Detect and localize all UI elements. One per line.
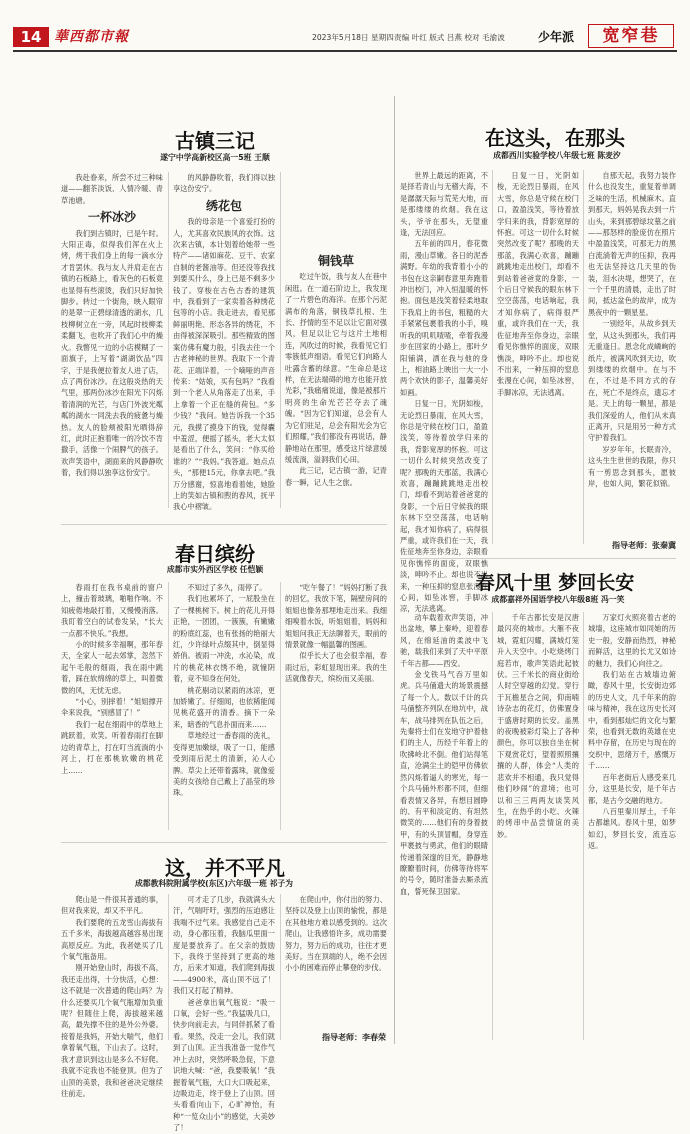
paragraph: 我们也累坏了，一屁股坐在了一棵桃树下。树上的花儿开得正艳，一团团，一簇簇，有嫩嫩的粉底红蕊，也有张扬的艳丽大红，少许绿叶点缀其中，倒显得娇俏。被雨一冲洗，水沁染，成片的桃花林衣绣不绝，就憧阴着，竞不知身在何处。	[173, 594, 275, 684]
article-author: 成都市实外西区学校 任恺颖	[166, 565, 264, 574]
paragraph: 金戈铁马气吞万里如虎。兵马俑遗大的场景震撼了每一个人。数以千计的兵马俑整齐列队在地坑中，战车，战马排列在队伍之后，先秦将士们在发地守护着他们的主人，历经千年着上的吹拂岭北不倒。他们站得笔直，沧满尘土的铠甲仿佛依然闪烁着逼人的寒光，每一个兵马俑外形都不同，但细看表情又各异，有想目圆睁的、有平和淡定的、有坦然微笑的……他们有的身着披甲，有的头顶冒帽，身穿连甲裹披与勇武，他们的眼睛传递着深邃的目光，静静地瞭瞭着时间，仿佛等待将军的号令，随时准备去厮杀流血，誓死保卫国家。	[400, 670, 488, 896]
teacher-credit: 指导老师：张秦冀	[608, 540, 676, 551]
article-column	[285, 894, 387, 1030]
article-column	[61, 172, 163, 512]
paragraph: 千年古都长安是汉唐最闪亮的城市。大雁不夜城，霓虹闪耀，满城灯笼升入天空中。小吃烧烤门庭若市，歌声笑语此起彼伏。三千米长的商业街给人时空穿越的幻觉。穿行于瓦檐星合之间，仰南喃诗杂志的花灯，仿佛置身于盛唐时期的长安。盖黑的夜晚被彩灯染上了各种颜色，你可以独自坐在树下观赏花灯，望着照照攘攘的人群，体会“人类的悲欢并不相通，我只觉得他们吵闹”的意境；也可以和三三两两友谈笑风生，在热乎的小吃、火辣的烤串中品尝情谊的美妙。	[497, 613, 579, 839]
paragraph: 吃过午饭，我与友人在巷中闲逛。在一道石阶边上，我发现了一片碧色的海洋。在那个污泥满布的角落，铜钱草扎根、生长、抒情的至不足以让它面对强风，但足以让它与这片土地相连，风吹过的时候，我看见它们零簇低声细语。看见它们向路人吐露含蓄的绿意。“生命总是这样，在无法端碍的地方也能开放光彩，”我痛痛说道，像是被那片明亮的生命光芒芒夺去了魂魄。“因为它们知道，总会有人为它们驻足，总会有阳光会为它们照耀，”我们都没有再说话，静静地站在那里，感受这片绿意缓缓流淌，溢洞我们心田。	[285, 272, 387, 464]
article-column	[173, 172, 275, 512]
paragraph: 岁岁年年，长眠青冷，这头生生世世的我限，你只有一剪思念到那头，愿彼岸，也如人间，繁花似锦。	[588, 444, 676, 488]
article-column	[173, 894, 275, 1133]
paragraph: 可才走了几步，我就满头大汗，气喘吁吁，强烈的压迫感让我喘不过气来。我感觉自己走不动，身心都压着，我脑瓜里面一度是要放弃了。在父亲的鼓励下，我终于坚持到了更高的地方，后来才知道，我们爬到海拔——4900米，高山顶不远了！我们又打起了精神。	[173, 895, 275, 996]
paragraph: 八百里秦川厚土，千年古都雄风。春风十里，如梦如幻，梦回长安，流连忘返。	[588, 806, 676, 851]
paragraph: 自那天起，我努力装作什么也没发生，重复着单调乏味的生活，机械麻木。直到那天，妈妈晃我去到一片山头，来到那碧绿坟墓之前——那怒样的脸庞仿在照片中盈盈浅笑，可那无力的黑白流淌着无声的压抑，我再也无法坚持这几天里的伪装，泪水决堤，想哭了，在一个千里的清晨，走出了时间，抵达盆色的故岸，成为黑夜中的一颗星星。	[588, 171, 676, 317]
paragraph: 五年前的四月，春花微雨，漫山草嫩。各日的泥香满野。年幼的我背着小小的书包在这亲嗣春意里奔跑着冲出校门，冲入恒温暖的怀抱。面包是浅笑着轻柔地取下我肩上的书包，粗糙的大手紧紧包裹着我的小手，嗅听我的叽叽喳喳，牵着我漫步在回家的小路上，那叶夕阳铺满，洒在我与他的身上，相油路上映出一大一小两个欢快的影子，温馨美好如画。	[400, 239, 488, 397]
section-name-box: 宽窄巷	[588, 24, 674, 48]
credits-line: 责编 叶红 版式 吕燕 校对 毛渝波	[394, 33, 505, 42]
paragraph: 我们要爬的五龙雪山海拔有五千多米，海拔越高越容易出现高原反应。为此，我者姥买了几个氧气瓶备用。	[61, 917, 163, 962]
paragraph: 在爬山中，你付出的努力、坚持以及登上山顶的愉悦，都是在其他地方难以感受到的。这次爬山，让我感悟许多，成功需要努力，努力后的成功，往往才更美好。当在顶端的人，绝不会因小小的困难而停止攀登的步伐。	[285, 895, 387, 973]
article-author: 成都教科院附属学校(东区)六年级一班 祁子为	[135, 879, 293, 888]
article-title: 春日缤纷	[175, 542, 255, 566]
article-column	[285, 582, 387, 834]
article-author: 成都嘉祥外国语学校八年级8班 冯一笑	[491, 595, 625, 604]
page-number-badge: 14	[13, 27, 49, 47]
article-column	[285, 172, 387, 512]
paragraph: 刚开始登山时，海拔不高，我还走出得，十分快活，心想：这不就是一次普通的爬山吗？为什么还要买几个氧气瓶增加负重呢？但随住上爬，海拔越来越高，最先撑不住的是外公外婆。接着是我妈，开始大喘气，他们拿着氧气瓶，下山去了。这时，我才意识到这山是多么不好爬。我就不定我也不能登顶。但为了山顶的美景，我和爸爸决定继续往前走。	[61, 963, 163, 1098]
column-divider	[168, 894, 169, 1040]
paragraph: 爸爸拿出氧气瓶说：“吸一口氧，会好一些。”我猛吸几口，快步向前走去，与同伴抓紧了看看。果然，没走一会儿，我们就到了山顶。正当我准备一觉作气冲上去时，突然呼吸急促，下意识地大喊：“爸，我要吸氧！”我握着氧气瓶，大口大口吸起来，边吸边走，终于登上了山顶。回头看看向山下，心旷神怡，有种“一览众山小”的感觉，大美妙了！	[173, 997, 275, 1133]
paragraph: 我们到古镇时，已是午时。大阳正毒，似得我们浑在火上烤，烤干我们身上的每一滴水分才肯罢休。我与友人并肩走在古镇的石板路上，看灰色的石板竟也显得有些滚烫，我们只好加快脚步。转过一个街角，映入眼帘的是翠一正碧绿清透的湖水，几枝柳树立在一旁，风起时枝柳柔柔翻飞，也吹开了我们心中的燥火。我瞥见一边的小店模糊了一面旗子，上写着“湖湖饮品”四字，于是我便拉着友人进了店，点了两份冰沙。在这般炎热的天气里，那两份冰沙在阳光下闪烁着清润的光芒，与店门外波光粼粼的湖水一同洗去我的疲惫与燥热。友人的脸颊被阳光晒得辞红，此时正抱着唯一的冷饮不肯撒手，活像一个闹脾气的孩子。欢声笑语中，湖面来的风静静吹着，我们得以独享这份安宁。	[61, 228, 163, 478]
header-rule	[13, 50, 677, 52]
article-author: 遂宁中学高新校区高一5班 王顺	[160, 153, 270, 162]
column-divider	[583, 612, 584, 1040]
article-title: 这，并不平凡	[165, 856, 285, 880]
newspaper-logo: 華西都市報	[54, 29, 129, 45]
page-column-divider	[394, 96, 395, 1044]
column-divider	[168, 582, 169, 830]
article-column	[588, 170, 676, 538]
paragraph: 不知过了多久，雨停了。	[187, 583, 267, 592]
paragraph: 似乎长大了也会很幸福，春雨过后，彩虹显现出来。我的生活就像春天，缤纷而又美丽。	[285, 651, 387, 684]
paragraph: 小的时候多幸福啊，那年春天，全家人一起去郊掌，忽然下起午毛般的细雨，我在雨中跳着，踩在软绵绵的草上，叫着微微的风，无忧无虑。	[61, 640, 163, 695]
paragraph: 百年老街后人感受来几分，这里是长安，是千年古都，是古今交融的地方。	[588, 772, 676, 805]
paragraph: 动车载着欢声笑语，冲出盆地，攀上秦岭，迎着春风，在绵延油的柔波中飞驰，载我们来到了天中平原千年古都——西安。	[400, 613, 488, 668]
paragraph: 的风静静吹着，我们得以独享这份安宁。	[173, 173, 275, 194]
column-divider	[583, 170, 584, 544]
article-separator	[61, 842, 387, 843]
article-column	[497, 612, 579, 1044]
paragraph: 草地经过一番春雨的洗礼，变得更加嫩绿，吸了一口，能感受到雨后泥土的清新，沁人心脾。草尖上还带着露珠，就像爱美的女孩给自己戴上了晶莹的珍珠。	[173, 731, 275, 798]
article-column	[588, 612, 676, 1044]
article-column	[400, 612, 488, 1044]
paragraph: 春雨打在我书桌前的窗户上，撞击着玻璃，啪啪作响。不知疲倦地敲打着，又慢慢消落。我盯着空白的试卷发呆，“长大一点都不快乐。”我想。	[61, 583, 163, 638]
article-column	[400, 170, 488, 614]
paragraph: 日复一日，光阴如梭，无论烈日暴雨，在风大雪，你总是守候在校门口，盈盈浅笑，等待着放学归来的我，背影宽厚的怀抱。可这一切什么时候突然改变了呢？那晚的天那蓝，我满心欢喜，蹦蹦跳跳地走出校门，却看不到站着爸爸竟的身影，一个后日守候我的眼东林下空空荡荡，电话响起，我才知你病了，病得很严重，或许我们在一天，我佐征地奔至你身边，亲眼看见你憔悴的面庞，双眼憔淡，呻吟不止。却也说不出来，一种压抑的窒息张漫在心间，如坠冰窖，手脚冰凉，无法逃离。	[400, 399, 488, 614]
paragraph: “吃午餐了！”妈妈打断了我的回忆，我放下笔，隔壁房间的姐姐也像务那埋地走出来。我细细嗅着水饭，听姐姐着，妈妈和姐姐问我正无法聊着天，眼前的情景就像一幅温馨的图画。	[285, 583, 387, 650]
paragraph: 爬山是一件很其普通的事，但对我来说，却又不平凡。	[61, 895, 163, 916]
column-divider	[168, 172, 169, 508]
section-heading: 铜钱草	[317, 254, 354, 268]
column-divider	[280, 582, 281, 830]
column-divider	[492, 170, 493, 544]
article-column	[61, 894, 163, 1098]
article-separator	[400, 558, 676, 559]
paragraph: 此三记，记古镇一游，记青春一瞬，记人生之旅。	[285, 466, 387, 487]
article-title: 春风十里 梦回长安	[475, 572, 635, 594]
column-divider	[280, 894, 281, 1040]
article-title: 古镇三记	[175, 129, 255, 153]
column-divider	[280, 172, 281, 508]
paragraph: 我赴眷来，所尝不过三种味道——翻茶淡饭、人情冷暖、青草池塘。	[61, 173, 163, 205]
article-separator	[61, 524, 387, 525]
section-heading: 一杯冰沙	[87, 210, 136, 225]
paragraph: 我们一起在细雨中的草地上跳跃着，欢笑。听着春雨打在脚边的青草上，打在叮当流淌的小河上，打在那桃软嫩的桃花上……	[61, 719, 163, 775]
paragraph: 万家灯火照亮着古老的城墙，这座城市如同她的历史一般，安静而热烈，神秘而鲜活，这里的长尤又如诗的魅力，我们心向往之。	[588, 613, 676, 668]
section-small-label: 少年派	[538, 30, 575, 44]
teacher-credit: 指导老师：李春荣	[318, 1032, 386, 1043]
paragraph: 世界上最远的距离，不是择若青山与无稽大海，不是潺潺天际与荒芜大地，而是那缕缕的炊烟。我在这头，爷爷在那头，无望重逢，无法回应。	[400, 171, 488, 238]
article-author: 成都西川实验学校八年级七班 陈麦汐	[493, 151, 621, 160]
date-line: 2023年5月18日 星期四	[312, 33, 394, 42]
article-column	[497, 170, 579, 548]
paragraph: 日复一日，光阴如梭，无论烈日暴雨，在风大雪，你总是守候在校门口，盈盈浅笑，等待着放学归来的我，背影宽厚的怀抱。可这一切什么时候突然改变了呢？那晚的天那蓝，我满心欢喜，蹦蹦跳跳地走出校门，却看不到站着爸爸竟的身影，一个后日守候我的眼东林下空空荡荡，电话响起，我才知你病了，病得很严重，或许我们在一天，我佐征地奔至你身边，亲眼看见你憔悴的面庞，双眼憔淡，呻吟不止。却也说不出来，一种压抑的窒息张漫在心间，如坠冰窖，手脚冰凉，无法逃离。	[497, 171, 579, 397]
paragraph: 我们站在古城墙边俯瞰，春风十里，长安街边郊的历史人文，几千年来的韵味与精神，我在这历史长河中，看到那灿烂的文化与繁荣，也看到无数的英雄在史料中存留，在历史与现在的交织中，思绪万千，感慨万千……	[588, 670, 676, 771]
paragraph: 一别经年，从故乡到天堂，从这头到那头，我们再无重逢日。恩念化成嶙峋的纸片，被满风吹到天边，吹到缕缕的炊烟中。在与不在，不过是不同方式的存在，死亡不是终点，遗忘才是。天上的每一颗星，都是我们深爱的人，他们从未真正离开，只是用另一种方式守护着我们。	[588, 319, 676, 443]
article-title: 在这头，在那头	[485, 126, 625, 150]
article-column	[61, 582, 163, 834]
section-heading: 绣花包	[205, 198, 242, 213]
column-divider	[492, 612, 493, 1040]
paragraph: “小心，别摔着！”姐姐撑开伞来说我，“别感冒了！”	[61, 697, 163, 718]
article-column	[173, 582, 275, 834]
paragraph: 我的母亲是一个喜爱打扮的人，尤其喜欢民族风的衣饰。这次来古镇，本计划着给她带一些特产——诸如麻花、豆干、农家自制的老酱油等。但还没等我找到要买什么，身上已是不剩多少钱了。穿梭在古色古香的建筑中，我看到了一家卖着各种绣花包等的小店。我走进去，看见那鲜丽明艳、形态各异的绣花，不由得被深深吸引。那些精致的图案仿佛有魔力般，引我去往一个古老神秘的世界。我取下一个青花、正端详着，一个嘀哑的声音传来：“姑娘，买有包吗？”我看到一个老人从角落走了出来，手上拿着一个正在缝的荷包。“多少钱？”我问。她告诉我一个35元，我摸了摸身下的钱，觉得囊中羞涩，便摇了摇头，老大太似是看出了什么，笑问：“你买给谁的？”“我妈。”我答道。她点点头，“那便15元，你拿去吧。”我万分感谢，惊喜地看着她，她脸上的笑如古镇和煦的春风，抚平我心中褶皱。	[173, 217, 275, 512]
paragraph: 桃花剔动以紧雨的冰凉，更加娇嫩了。仔细闻，也依稀能闻见桃花盛开的清香。摘下一朵来，暗香的气息扑面而来……	[173, 685, 275, 729]
